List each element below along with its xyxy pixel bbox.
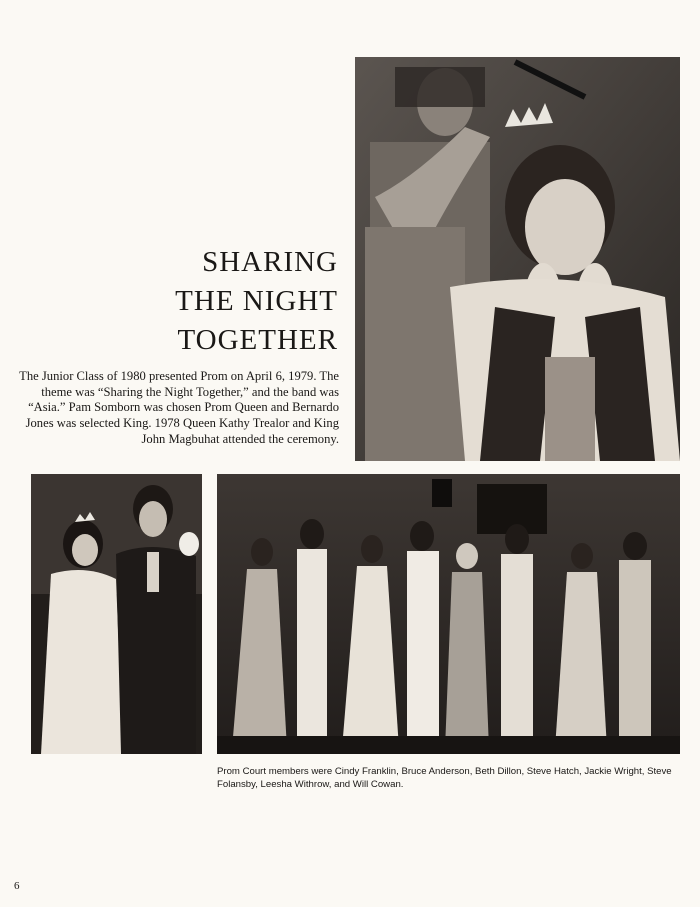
heading-line-1: SHARING <box>202 246 338 278</box>
page-number: 6 <box>14 880 20 892</box>
intro-paragraph: The Junior Class of 1980 presented Prom on April 6, 1979. The theme was “Sharing the Night Together,” and the band was “Asia.” Pam Somborn was chosen Prom Queen and Bernardo Jones was selected King. 1978 Queen Kathy Trealor and King John Magbuhat attended the ceremony. <box>19 369 339 446</box>
royal-couple-photo-image <box>31 474 202 754</box>
heading-line-3: TOGETHER <box>177 324 338 356</box>
crowning-photo-image <box>355 57 680 461</box>
prom-court-photo <box>217 474 680 754</box>
prom-court-caption: Prom Court members were Cindy Franklin, Bruce Anderson, Beth Dillon, Steve Hatch, Jackie Wright, Steve Folansby, Leesha Withrow, and Will Cowan. <box>217 766 672 790</box>
heading-line-2: THE NIGHT <box>175 285 338 317</box>
prom-court-photo-image <box>217 474 680 754</box>
royal-couple-photo <box>31 474 202 754</box>
crowning-photo <box>355 57 680 461</box>
page-heading <box>58 243 338 360</box>
